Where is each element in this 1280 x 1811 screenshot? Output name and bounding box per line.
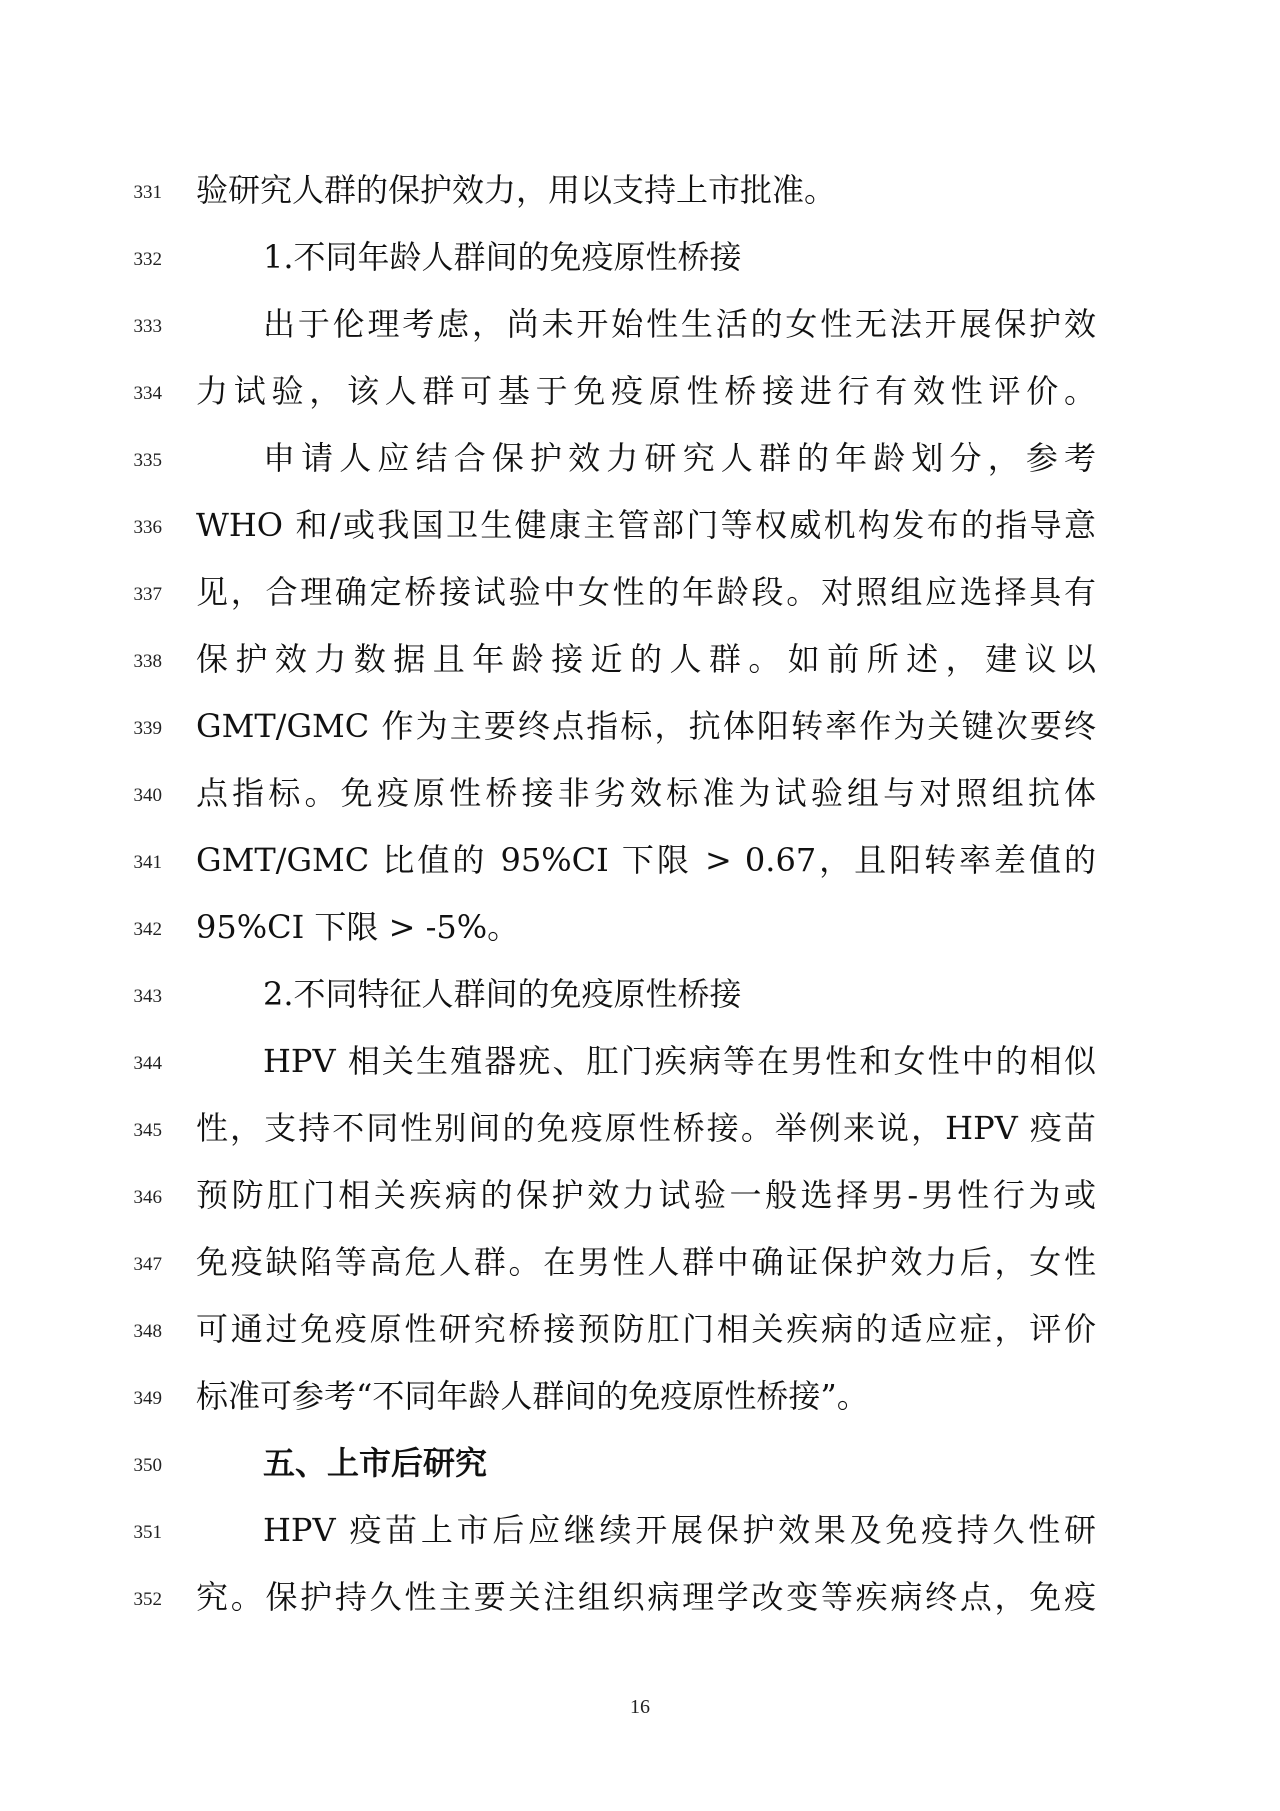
line-text: 95%CI 下限 > -5%。 xyxy=(196,908,520,946)
section-heading: 五、上市后研究 xyxy=(263,1444,488,1482)
line-number: 341 xyxy=(133,852,162,873)
line-number: 350 xyxy=(133,1455,162,1476)
text-line xyxy=(0,901,1280,957)
text-line xyxy=(0,1504,1280,1560)
line-number: 332 xyxy=(133,249,162,270)
line-number: 347 xyxy=(133,1254,162,1275)
line-text: 保护效力数据且年龄接近的人群。如前所述，建议以 xyxy=(196,640,1096,678)
line-text: HPV 相关生殖器疣、肛门疾病等在男性和女性中的相似 xyxy=(263,1042,1096,1080)
line-text: 验研究人群的保护效力，用以支持上市批准。 xyxy=(196,171,837,209)
text-line xyxy=(0,365,1280,421)
text-line xyxy=(0,1035,1280,1091)
text-line xyxy=(0,164,1280,220)
line-number: 352 xyxy=(133,1589,162,1610)
text-line xyxy=(0,231,1280,287)
line-text: HPV 疫苗上市后应继续开展保护效果及免疫持久性研 xyxy=(263,1511,1096,1549)
text-line xyxy=(0,1303,1280,1359)
line-number: 346 xyxy=(133,1187,162,1208)
line-number: 349 xyxy=(133,1388,162,1409)
text-line xyxy=(0,1102,1280,1158)
line-text: 预防肛门相关疾病的保护效力试验一般选择男-男性行为或 xyxy=(196,1176,1096,1214)
line-text: GMT/GMC 比值的 95%CI 下限 > 0.67，且阳转率差值的 xyxy=(196,841,1096,879)
line-text: 点指标。免疫原性桥接非劣效标准为试验组与对照组抗体 xyxy=(196,774,1096,812)
line-text: 力试验，该人群可基于免疫原性桥接进行有效性评价。 xyxy=(196,372,1096,410)
page-number: 16 xyxy=(630,1696,650,1718)
text-line xyxy=(0,298,1280,354)
line-number: 344 xyxy=(133,1053,162,1074)
line-text: 免疫缺陷等高危人群。在男性人群中确证保护效力后，女性 xyxy=(196,1243,1096,1281)
line-number: 351 xyxy=(133,1522,162,1543)
text-line xyxy=(0,1437,1280,1493)
line-text: GMT/GMC 作为主要终点指标，抗体阳转率作为关键次要终 xyxy=(196,707,1096,745)
line-text: 出于伦理考虑，尚未开始性生活的女性无法开展保护效 xyxy=(263,305,1096,343)
line-number: 335 xyxy=(133,450,162,471)
text-line xyxy=(0,700,1280,756)
subsection-heading: 1.不同年龄人群间的免疫原性桥接 xyxy=(263,238,742,276)
line-number: 348 xyxy=(133,1321,162,1342)
text-line xyxy=(0,432,1280,488)
line-text: WHO 和/或我国卫生健康主管部门等权威机构发布的指导意 xyxy=(196,506,1096,544)
line-number: 345 xyxy=(133,1120,162,1141)
line-text: 标准可参考“不同年龄人群间的免疫原性桥接”。 xyxy=(196,1377,869,1415)
line-number: 343 xyxy=(133,986,162,1007)
line-text: 性，支持不同性别间的免疫原性桥接。举例来说，HPV 疫苗 xyxy=(196,1109,1096,1147)
line-number: 340 xyxy=(133,785,162,806)
line-text: 究。保护持久性主要关注组织病理学改变等疾病终点，免疫 xyxy=(196,1578,1096,1616)
text-line xyxy=(0,1571,1280,1627)
text-line xyxy=(0,968,1280,1024)
line-number: 339 xyxy=(133,718,162,739)
line-number: 333 xyxy=(133,316,162,337)
line-text: 可通过免疫原性研究桥接预防肛门相关疾病的适应症，评价 xyxy=(196,1310,1096,1348)
line-number: 338 xyxy=(133,651,162,672)
line-number: 336 xyxy=(133,517,162,538)
text-line xyxy=(0,1236,1280,1292)
line-text: 申请人应结合保护效力研究人群的年龄划分，参考 xyxy=(263,439,1096,477)
text-line xyxy=(0,834,1280,890)
line-number: 331 xyxy=(133,182,162,203)
subsection-heading: 2.不同特征人群间的免疫原性桥接 xyxy=(263,975,742,1013)
line-number: 334 xyxy=(133,383,162,404)
text-line xyxy=(0,566,1280,622)
text-line xyxy=(0,1370,1280,1426)
text-line xyxy=(0,1169,1280,1225)
line-text: 见，合理确定桥接试验中女性的年龄段。对照组应选择具有 xyxy=(196,573,1096,611)
text-line xyxy=(0,499,1280,555)
line-number: 342 xyxy=(133,919,162,940)
line-number: 337 xyxy=(133,584,162,605)
text-line xyxy=(0,633,1280,689)
text-line xyxy=(0,767,1280,823)
